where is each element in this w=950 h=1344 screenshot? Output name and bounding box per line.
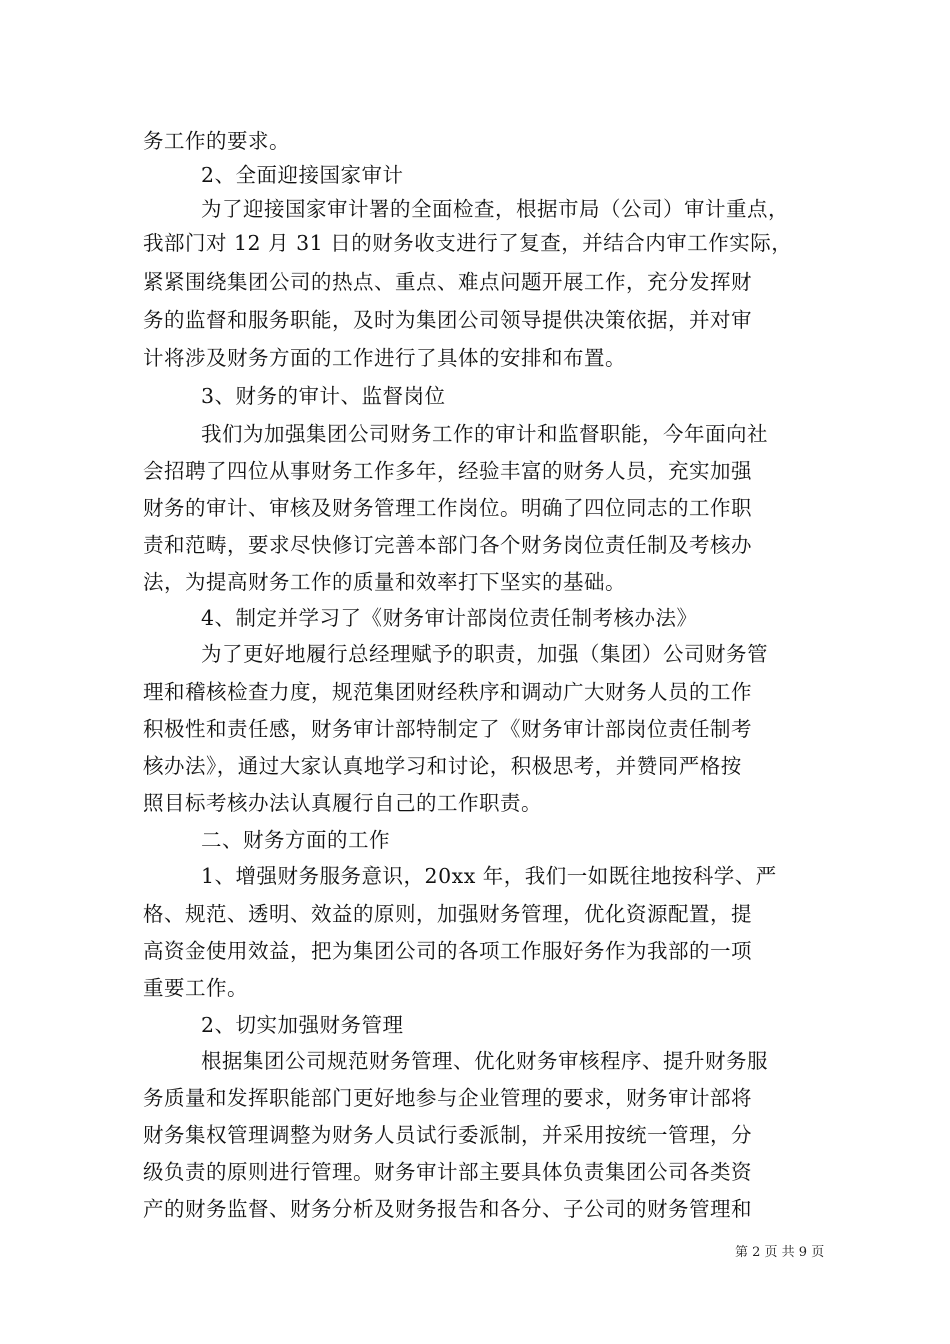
text-line: 财务的审计、审核及财务管理工作岗位。明确了四位同志的工作职 — [143, 496, 752, 520]
text-line: 为了更好地履行总经理赋予的职责，加强（集团）公司财务管 — [201, 642, 768, 666]
text-line: 法，为提高财务工作的质量和效率打下坚实的基础。 — [143, 570, 626, 594]
text-line: 根据集团公司规范财务管理、优化财务审核程序、提升财务服 — [201, 1049, 768, 1073]
text-line: 积极性和责任感，财务审计部特制定了《财务审计部岗位责任制考 — [143, 717, 752, 741]
text-line: 财务集权管理调整为财务人员试行委派制，并采用按统一管理，分 — [143, 1123, 752, 1147]
text-line: 产的财务监督、财务分析及财务报告和各分、子公司的财务管理和 — [143, 1197, 752, 1221]
text-line: 计将涉及财务方面的工作进行了具体的安排和布置。 — [143, 346, 626, 370]
section-heading: 3、财务的审计、监督岗位 — [201, 384, 446, 408]
text-line: 我们为加强集团公司财务工作的审计和监督职能，今年面向社 — [201, 422, 768, 446]
text-line: 务的监督和服务职能，及时为集团公司领导提供决策依据，并对审 — [143, 308, 752, 332]
section-heading: 2、切实加强财务管理 — [201, 1013, 404, 1037]
text-line: 务质量和发挥职能部门更好地参与企业管理的要求，财务审计部将 — [143, 1086, 752, 1110]
text-line: 我部门对 12 月 31 日的财务收支进行了复查，并结合内审工作实际， — [143, 231, 793, 255]
text-line: 格、规范、透明、效益的原则，加强财务管理，优化资源配置，提 — [143, 902, 752, 926]
text-line: 核办法》，通过大家认真地学习和讨论，积极思考，并赞同严格按 — [143, 754, 742, 778]
page-number: 第 2 页 共 9 页 — [735, 1245, 825, 1260]
section-heading: 2、全面迎接国家审计 — [201, 163, 404, 187]
section-heading: 4、制定并学习了《财务审计部岗位责任制考核办法》 — [201, 606, 698, 630]
text-line: 责和范畴，要求尽快修订完善本部门各个财务岗位责任制及考核办 — [143, 533, 752, 557]
text-line: 紧紧围绕集团公司的热点、重点、难点问题开展工作，充分发挥财 — [143, 270, 752, 294]
text-line: 理和稽核检查力度，规范集团财经秩序和调动广大财务人员的工作 — [143, 680, 752, 704]
text-line: 1、增强财务服务意识，20xx 年，我们一如既往地按科学、严 — [201, 864, 777, 888]
text-line: 务工作的要求。 — [143, 129, 290, 153]
text-line: 为了迎接国家审计署的全面检查，根据市局（公司）审计重点， — [201, 197, 789, 221]
text-line: 级负责的原则进行管理。财务审计部主要具体负责集团公司各类资 — [143, 1160, 752, 1184]
section-heading: 二、财务方面的工作 — [201, 828, 390, 852]
text-line: 重要工作。 — [143, 976, 248, 1000]
text-line: 照目标考核办法认真履行自己的工作职责。 — [143, 791, 542, 815]
text-line: 高资金使用效益，把为集团公司的各项工作服好务作为我部的一项 — [143, 939, 752, 963]
text-line: 会招聘了四位从事财务工作多年，经验丰富的财务人员，充实加强 — [143, 459, 752, 483]
